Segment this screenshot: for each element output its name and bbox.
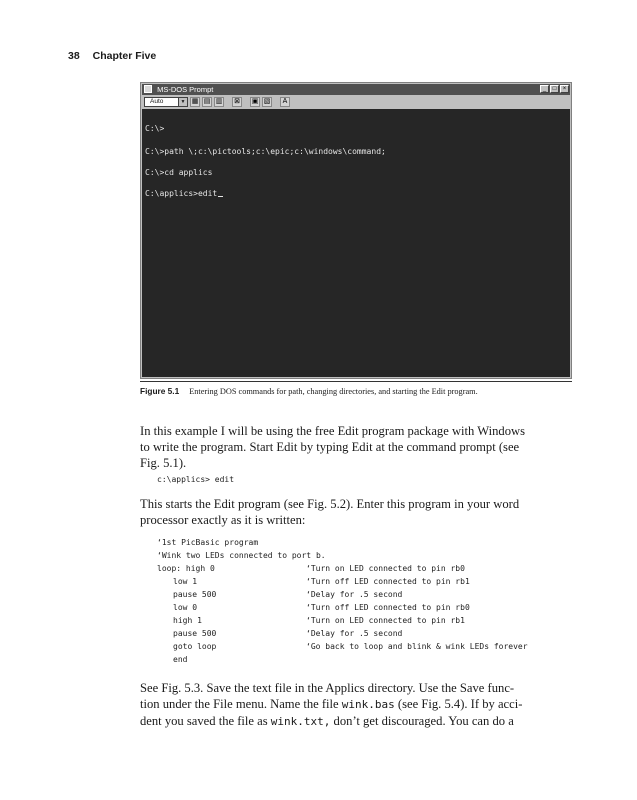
code-line: goto loop bbox=[173, 642, 217, 651]
maximize-button[interactable]: □ bbox=[550, 85, 559, 93]
code-line: pause 500 bbox=[173, 590, 217, 599]
close-button[interactable]: × bbox=[560, 85, 569, 93]
code-line: loop: high 0 bbox=[157, 564, 215, 573]
properties-icon[interactable]: ▣ bbox=[251, 98, 259, 105]
paragraph-line: processor exactly as it is written: bbox=[140, 513, 306, 527]
mark-icon[interactable]: ▦ bbox=[191, 98, 199, 105]
code-line: end bbox=[173, 655, 188, 664]
fullscreen-icon[interactable]: ⊠ bbox=[232, 97, 242, 107]
text-run: tion under the File menu. Name the file bbox=[140, 697, 342, 711]
console-line-text: C:\applics>edit bbox=[145, 189, 218, 198]
code-comment: ‘Turn off LED connected to pin rb0 bbox=[306, 603, 470, 612]
page-number: 38 bbox=[68, 50, 80, 62]
console-line-current bbox=[145, 189, 223, 198]
page-header bbox=[68, 50, 156, 62]
code-line: high 1 bbox=[173, 616, 202, 625]
figure-caption bbox=[140, 381, 572, 396]
console-line: C:\>path \;c:\pictools;c:\epic;c:\windows\command; bbox=[145, 147, 386, 156]
font-button[interactable]: A bbox=[280, 97, 290, 107]
figure-caption-text: Entering DOS commands for path, changing directories, and starting the Edit program. bbox=[189, 387, 478, 396]
code-line: low 0 bbox=[173, 603, 198, 612]
command-example: c:\applics> edit bbox=[157, 475, 235, 484]
chevron-down-icon[interactable]: ▼ bbox=[178, 98, 187, 106]
chapter-title: Chapter Five bbox=[92, 50, 157, 62]
paragraph-line: to write the program. Start Edit by typing Edit at the command prompt (see bbox=[140, 440, 520, 454]
copy-icon[interactable]: ▤ bbox=[203, 98, 211, 105]
font-size-value: Auto bbox=[150, 98, 164, 105]
paragraph-1 bbox=[140, 423, 576, 471]
code-comment: ‘Turn off LED connected to pin rb1 bbox=[306, 577, 470, 586]
text-run: don’t get discouraged. You can do a bbox=[330, 714, 514, 728]
paragraph-2 bbox=[140, 496, 576, 528]
figure-label: Figure 5.1 bbox=[140, 386, 180, 396]
code-line: ‘1st PicBasic program bbox=[157, 538, 259, 547]
inline-code: wink.bas bbox=[341, 698, 395, 711]
font-size-select[interactable] bbox=[144, 97, 188, 107]
inline-code: wink.txt, bbox=[270, 715, 331, 728]
text-run: dent you saved the file as bbox=[140, 714, 271, 728]
paragraph-3 bbox=[140, 680, 576, 730]
background-icon[interactable]: ▧ bbox=[263, 98, 271, 105]
console-line: C:\>cd applics bbox=[145, 168, 213, 177]
msdos-icon bbox=[144, 85, 152, 93]
code-comment: ‘Delay for .5 second bbox=[306, 629, 403, 638]
ms-dos-window bbox=[140, 82, 572, 379]
text-run: (see Fig. 5.4). If by acci- bbox=[394, 697, 523, 711]
window-titlebar[interactable] bbox=[142, 84, 570, 95]
window-title: MS-DOS Prompt bbox=[157, 85, 214, 94]
console-area[interactable] bbox=[142, 109, 570, 377]
console-line: C:\> bbox=[145, 124, 165, 133]
window-toolbar bbox=[142, 96, 570, 108]
paste-icon[interactable]: ▥ bbox=[215, 98, 223, 105]
code-line: ‘Wink two LEDs connected to port b. bbox=[157, 551, 326, 560]
code-line: pause 500 bbox=[173, 629, 217, 638]
code-line: low 1 bbox=[173, 577, 198, 586]
paragraph-line-with-code bbox=[140, 713, 576, 730]
paragraph-line: Fig. 5.1). bbox=[140, 456, 187, 470]
paragraph-line: This starts the Edit program (see Fig. 5.2). Enter this program in your word bbox=[140, 497, 520, 511]
text-cursor bbox=[218, 196, 223, 197]
minimize-button[interactable]: _ bbox=[540, 85, 549, 93]
paragraph-line: See Fig. 5.3. Save the text file in the Applics directory. Use the Save func- bbox=[140, 681, 515, 695]
code-comment: ‘Turn on LED connected to pin rb0 bbox=[306, 564, 465, 573]
code-comment: ‘Turn on LED connected to pin rb1 bbox=[306, 616, 465, 625]
paragraph-line-with-code bbox=[140, 696, 576, 713]
code-comment: ‘Delay for .5 second bbox=[306, 590, 403, 599]
paragraph-line: In this example I will be using the free Edit program package with Windows bbox=[140, 424, 526, 438]
code-comment: ‘Go back to loop and blink & wink LEDs forever bbox=[306, 642, 528, 651]
